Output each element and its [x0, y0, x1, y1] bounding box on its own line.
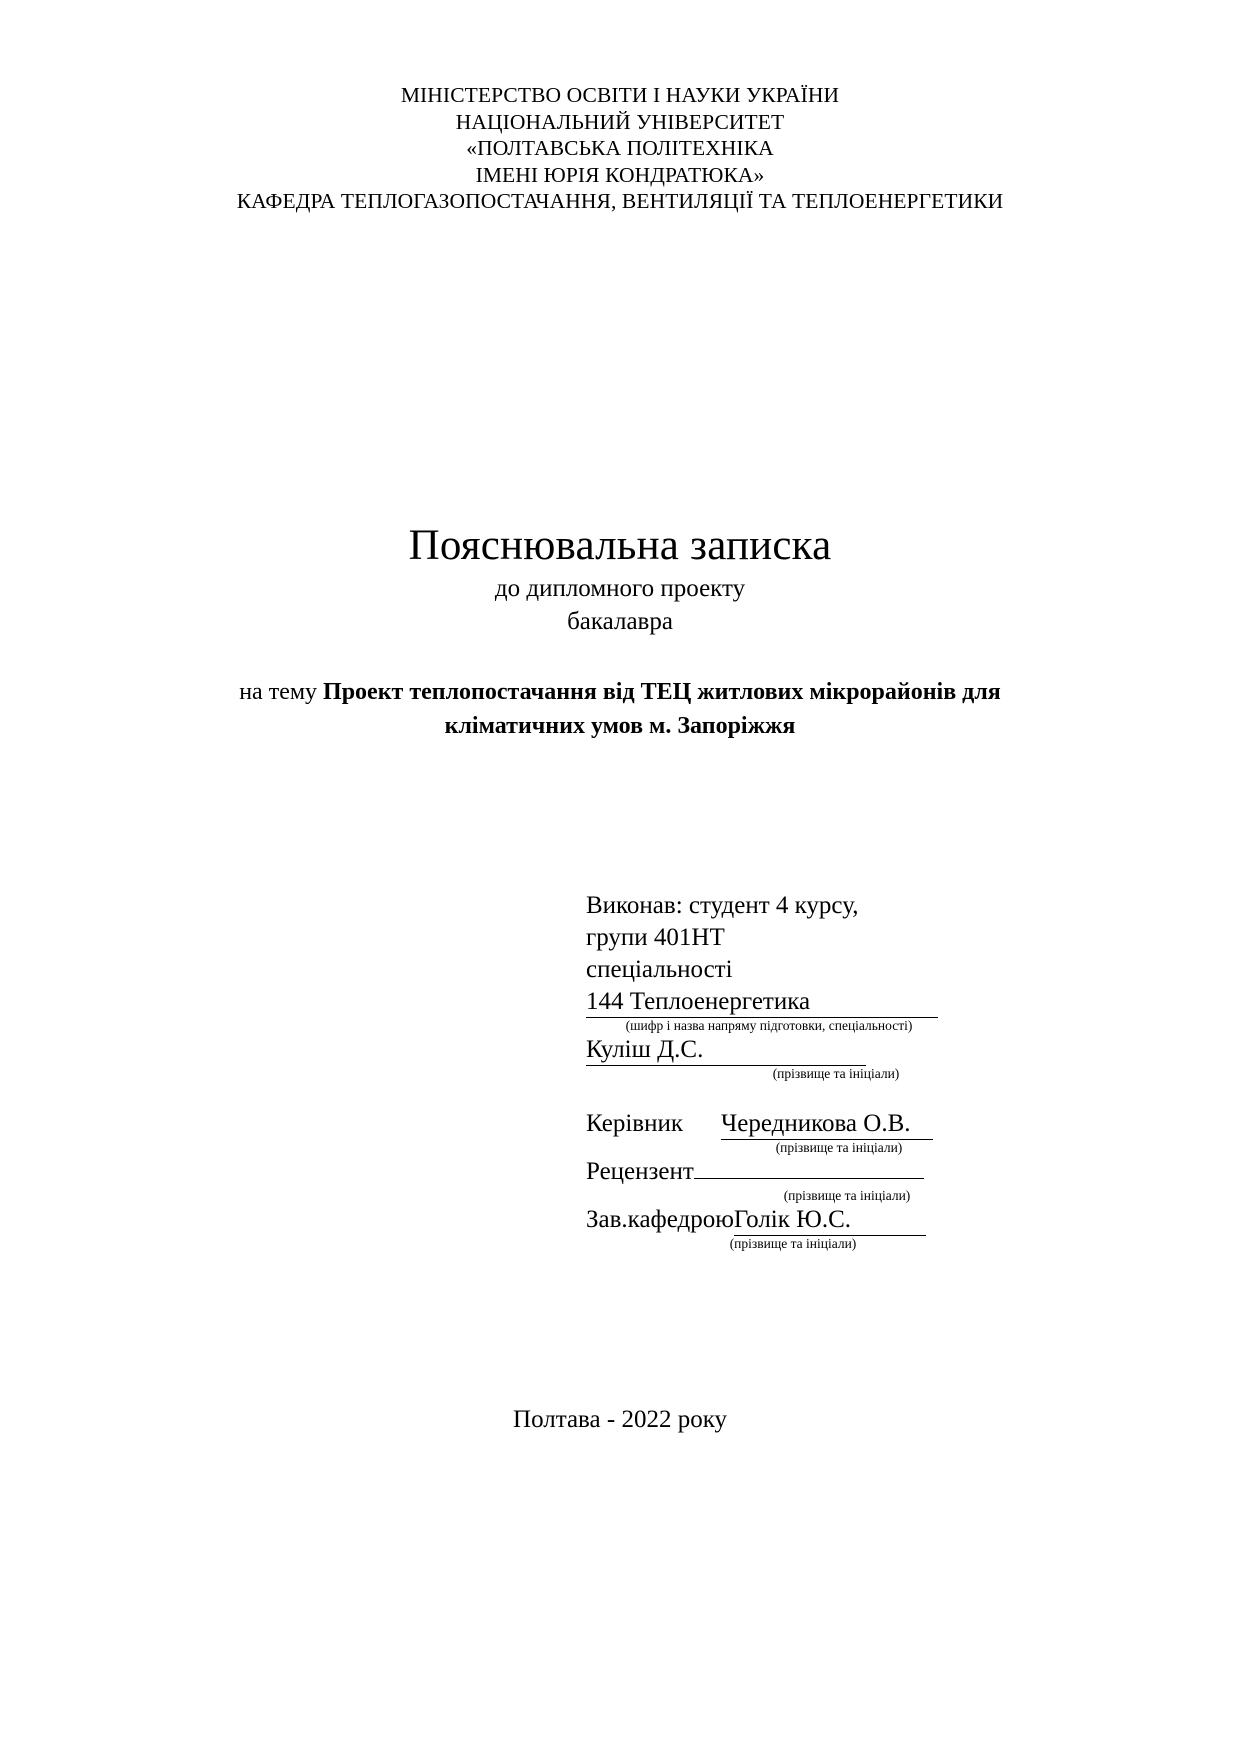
page-title: Пояснювальна записка	[408, 522, 832, 569]
theme-label: на тему	[239, 679, 324, 705]
performer-line-group: групи 401НТ	[586, 924, 725, 951]
specialty-field-row	[586, 986, 1006, 1018]
header-line-university-name-2: ІМЕНІ ЮРІЯ КОНДРАТЮКА»	[475, 162, 765, 187]
header-line-university: НАЦІОНАЛЬНИЙ УНІВЕРСИТЕТ	[455, 109, 785, 134]
supervisor-name-field: Чередникова О.В.	[721, 1109, 933, 1140]
head-of-department-caption: (прізвище та ініціали)	[729, 1236, 857, 1251]
header-line-university-name-1: «ПОЛТАВСЬКА ПОЛІТЕХНІКА	[466, 136, 774, 160]
theme-title: Проект теплопостачання від ТЕЦ житлових мікрорайонів для кліматичних умов м. Запоріжжя	[323, 679, 1001, 739]
footer-place-year: Полтава - 2022 року	[513, 1406, 727, 1433]
performer-line-course: Виконав: студент 4 курсу,	[586, 892, 859, 919]
student-caption: (прізвище та ініціали)	[772, 1066, 900, 1081]
spacer-after-student	[586, 1082, 1006, 1108]
header-line-ministry: МІНІСТЕРСТВО ОСВІТИ І НАУКИ УКРАЇНИ	[400, 83, 840, 107]
head-of-department-label: Зав.кафедрою	[586, 1206, 734, 1233]
student-name-field: Куліш Д.С.	[586, 1035, 866, 1066]
institution-header	[0, 82, 1240, 215]
head-of-department-name-field: Голік Ю.С.	[734, 1205, 926, 1236]
supervisor-caption: (прізвище та ініціали)	[775, 1140, 903, 1155]
specialty-field: 144 Теплоенергетика	[586, 987, 938, 1018]
thesis-theme	[170, 675, 1070, 743]
supervisor-label: Керівник	[586, 1110, 683, 1137]
reviewer-caption: (прізвище та ініціали)	[783, 1188, 911, 1203]
head-of-department-row	[586, 1204, 1006, 1236]
document-subtitle-project: до дипломного проекту	[494, 575, 746, 602]
performer-line-specialty-label: спеціальності	[586, 956, 733, 983]
signature-block	[586, 890, 1006, 1252]
reviewer-row	[586, 1156, 1006, 1188]
specialty-caption: (шифр і назва напряму підготовки, спеціальності)	[625, 1018, 913, 1033]
student-field-row	[586, 1034, 1006, 1066]
header-line-department: КАФЕДРА ТЕПЛОГАЗОПОСТАЧАННЯ, ВЕНТИЛЯЦІЇ ТА ТЕПЛОЕНЕРГЕТИКИ	[236, 189, 1004, 213]
reviewer-name-field	[694, 1178, 924, 1179]
document-title-block	[0, 520, 1240, 638]
reviewer-label: Рецензент	[586, 1158, 694, 1185]
document-subtitle-degree: бакалавра	[567, 608, 673, 635]
supervisor-row	[586, 1108, 1006, 1140]
